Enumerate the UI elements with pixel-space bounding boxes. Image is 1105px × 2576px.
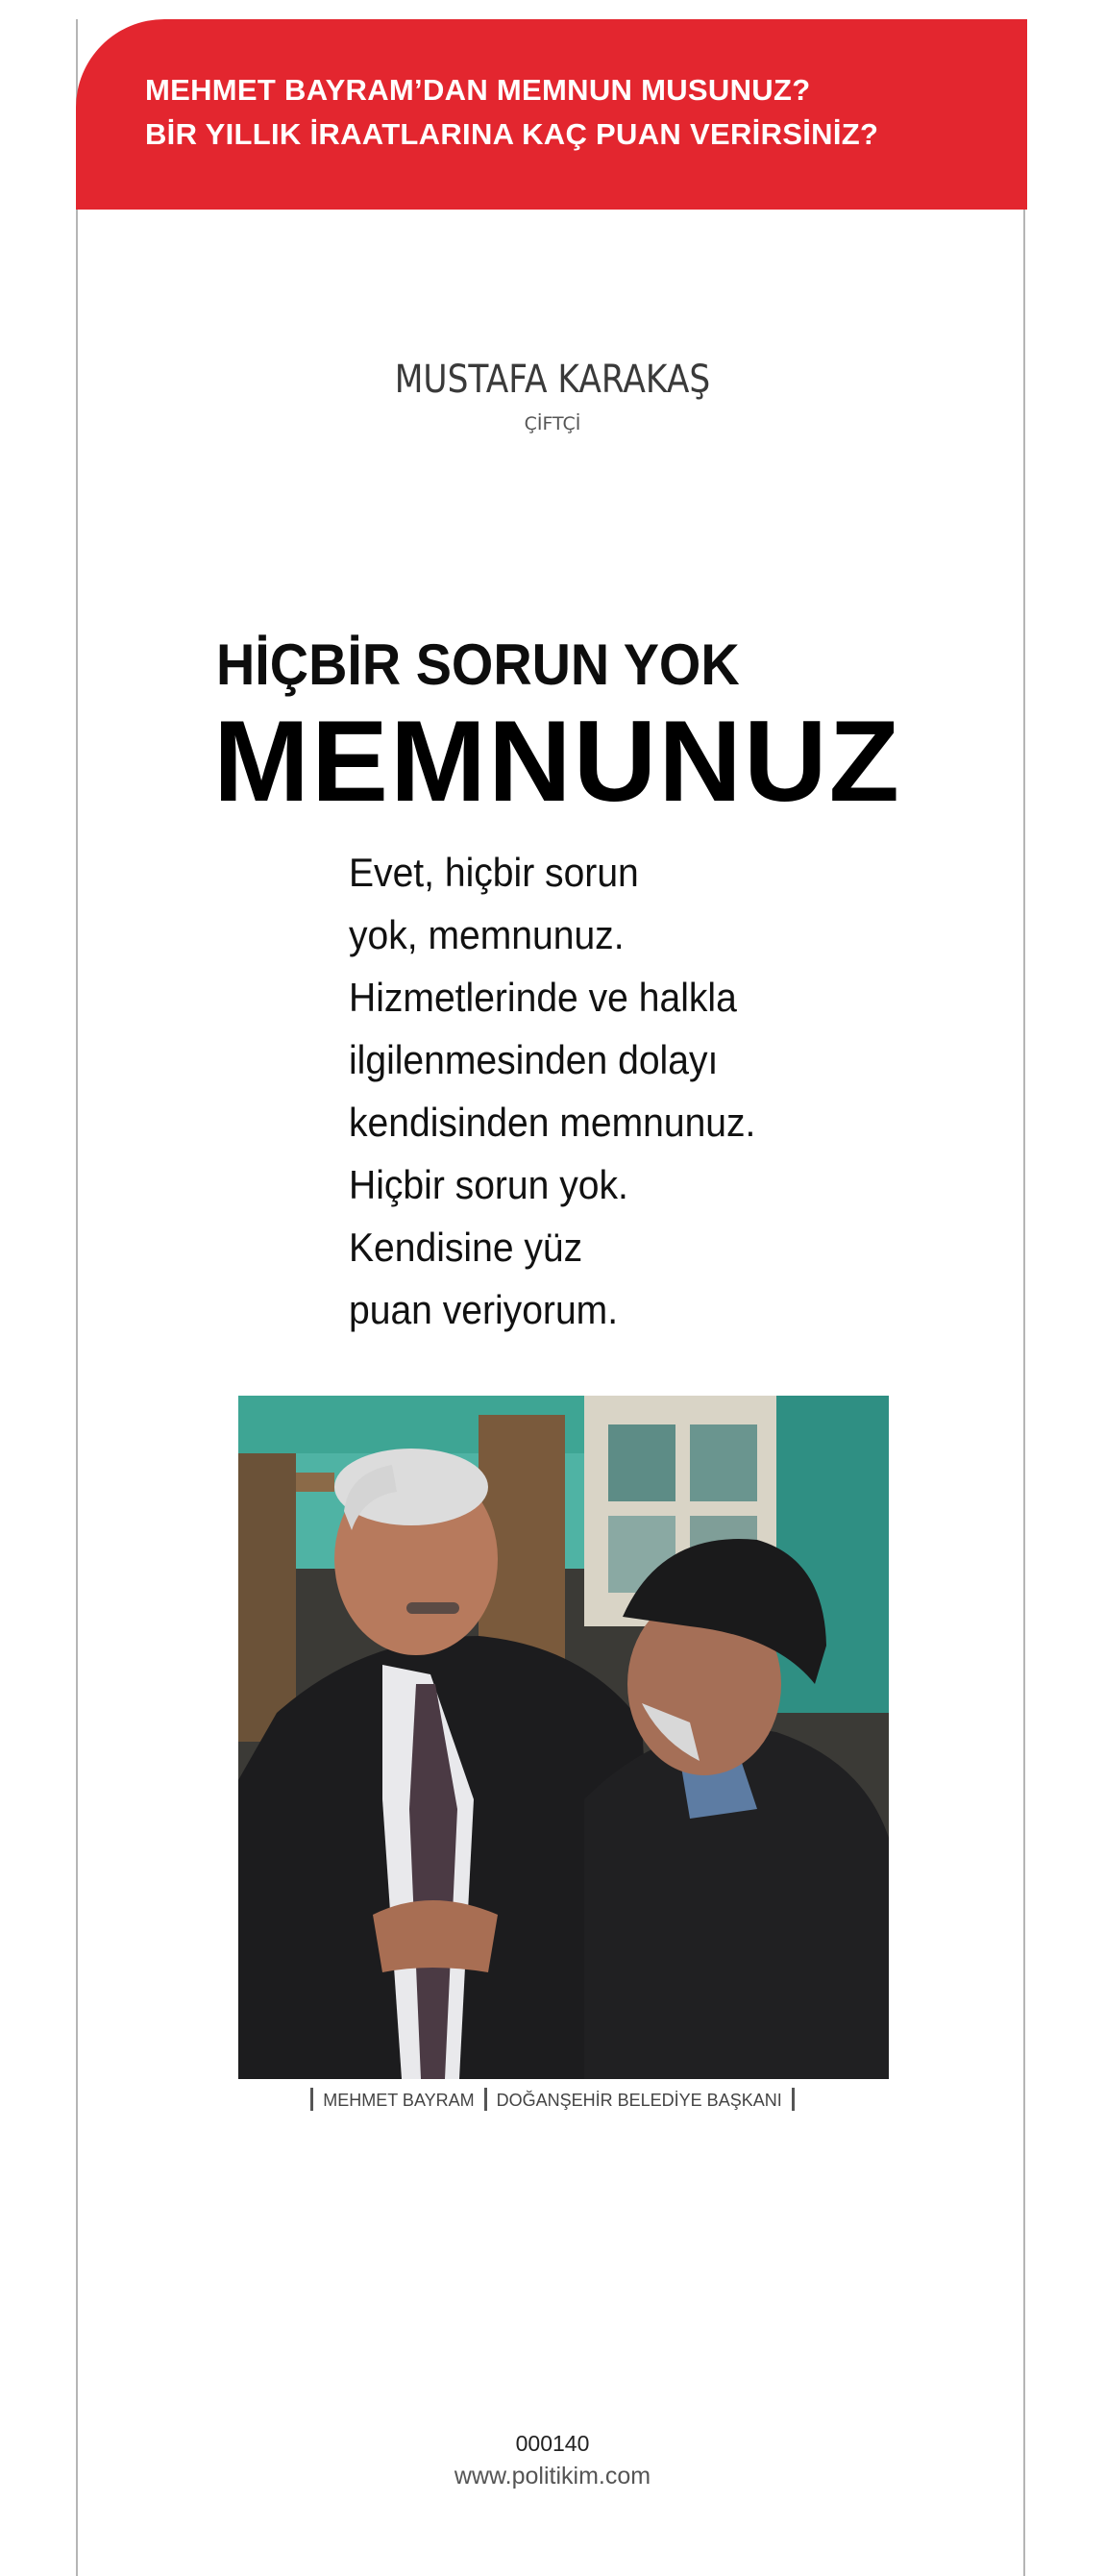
respondent-role: ÇİFTÇİ xyxy=(524,413,581,434)
quote-line: puan veriyorum. xyxy=(349,1287,619,1332)
quote-line: Hiçbir sorun yok. xyxy=(349,1162,628,1207)
header-question-line-1: MEHMET BAYRAM’DAN MEMNUN MUSUNUZ? xyxy=(145,73,811,107)
quote-line: Hizmetlerinde ve halkla xyxy=(349,975,737,1020)
footer-website-link[interactable]: www.politikim.com xyxy=(454,2463,651,2489)
quote-line: yok, memnunuz. xyxy=(349,912,625,957)
caption-subject-title: DOĞANŞEHİR BELEDİYE BAŞKANI xyxy=(496,2091,782,2110)
header-banner xyxy=(76,19,1027,210)
header-question-line-2: BİR YILLIK İRAATLARINA KAÇ PUAN VERİRSİNİZ? xyxy=(145,117,879,151)
footer-code: 000140 xyxy=(515,2431,590,2456)
quote-text xyxy=(349,841,755,1341)
mayor-photo xyxy=(238,1396,889,2079)
caption-divider xyxy=(792,2088,795,2111)
quote-line: Kendisine yüz xyxy=(349,1225,583,1270)
headline-title: MEMNUNUZ xyxy=(213,697,901,826)
headline-subtitle: HİÇBİR SORUN YOK xyxy=(216,632,740,697)
caption-divider xyxy=(484,2088,487,2111)
quote-line: ilgilenmesinden dolayı xyxy=(349,1037,719,1082)
caption-subject-name: MEHMET BAYRAM xyxy=(323,2091,475,2110)
quote-line: kendisinden memnunuz. xyxy=(349,1100,756,1145)
caption-divider xyxy=(310,2088,313,2111)
photo-caption xyxy=(0,2088,1105,2111)
quote-line: Evet, hiçbir sorun xyxy=(349,850,639,895)
photo-illustration xyxy=(238,1396,889,2079)
respondent-name: MUSTAFA KARAKAŞ xyxy=(394,358,711,402)
